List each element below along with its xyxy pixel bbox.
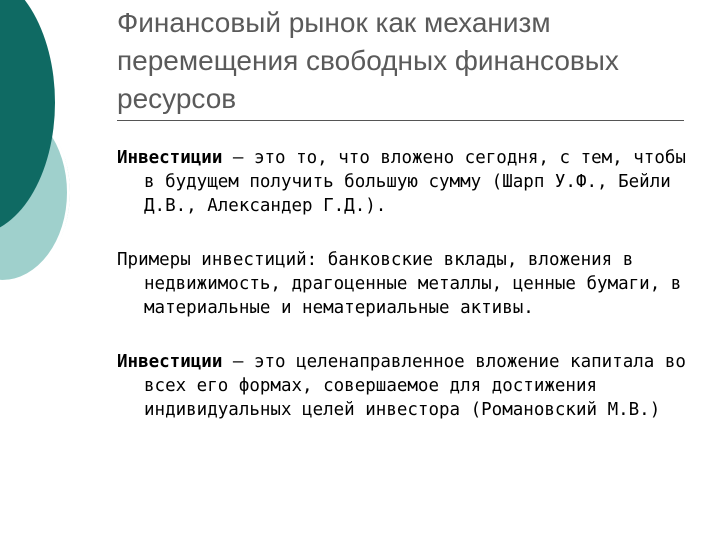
examples-text: Примеры инвестиций: банковские вклады, вложения в недвижимость, драгоценные металлы, ценные бумаги, в материальные и нематериальные активы.: [117, 250, 682, 318]
title-divider: [117, 120, 684, 121]
term-investments: Инвестиции: [117, 148, 223, 168]
definition-paragraph-romanovsky: [117, 350, 697, 422]
definition-paragraph-sharpe: [117, 146, 697, 218]
term-investments: Инвестиции: [117, 352, 223, 372]
definition-text: – это целенаправленное вложение капитала во всех его формах, совершаемое для достижения индивидуальных целей инвестора (Романовский М.В.): [144, 352, 686, 420]
slide-content: [117, 146, 697, 422]
slide-title: Финансовый рынок как механизм перемещения свободных финансовых ресурсов: [117, 7, 619, 114]
examples-paragraph: [117, 248, 697, 320]
definition-text: — это то, что вложено сегодня, с тем, чтобы в будущем получить большую сумму (Шарп У.Ф., Бейли Д.В., Александер Г.Д.).: [144, 148, 686, 216]
